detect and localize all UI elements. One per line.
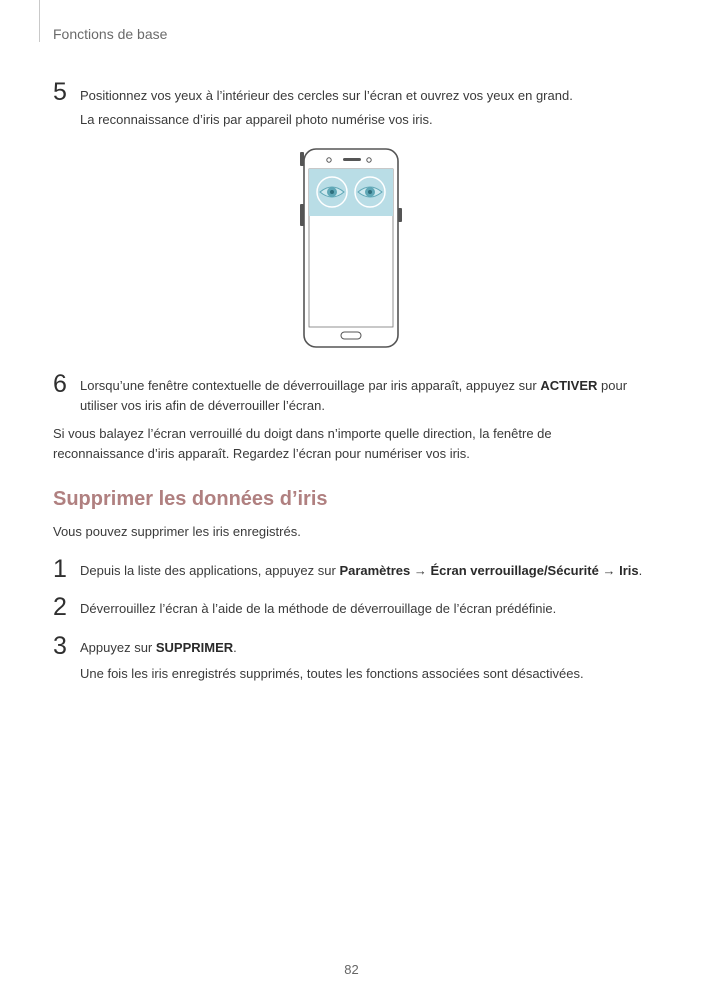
delete-step-3-number: 3 <box>53 632 67 660</box>
right-pupil-icon <box>368 190 372 194</box>
delete-step-1-text-before: Depuis la liste des applications, appuyez sur <box>80 563 340 578</box>
arrow-1: → <box>410 563 431 578</box>
ecran-verrouillage-label: Écran verrouillage/Sécurité <box>430 563 599 578</box>
delete-step-1-text <box>80 561 660 581</box>
delete-step-2-number: 2 <box>53 593 67 621</box>
step-6-activer-label: ACTIVER <box>540 378 598 393</box>
supprimer-label: SUPPRIMER <box>155 640 234 655</box>
delete-step-3-text <box>80 638 660 658</box>
step-5-number: 5 <box>53 78 67 106</box>
delete-step-2-text: Déverrouillez l’écran à l’aide de la méthode de déverrouillage de l’écran prédéfinie. <box>80 601 557 616</box>
delete-step-3-text-after: . <box>233 640 237 655</box>
parametres-label: Paramètres <box>339 563 411 578</box>
iris-label: Iris <box>619 563 639 578</box>
phone-speaker <box>343 158 361 161</box>
delete-step-1-number: 1 <box>53 555 67 583</box>
step-6-number: 6 <box>53 370 67 398</box>
margin-rule <box>39 0 40 42</box>
swipe-paragraph: Si vous balayez l’écran verrouillé du doigt dans n’importe quelle direction, la fenêtre de reconnaissance d’iris apparaît. Regardez l’écran pour numériser vos iris. <box>53 426 552 461</box>
left-pupil-icon <box>330 190 334 194</box>
delete-step-1-text-after: . <box>638 563 643 578</box>
phone-illustration <box>299 148 403 348</box>
delete-step-3-text-before: Appuyez sur <box>80 640 156 655</box>
section-header: Fonctions de base <box>53 26 168 42</box>
delete-step-3-note: Une fois les iris enregistrés supprimés, toutes les fonctions associées sont désactivées. <box>80 666 584 681</box>
step-6-text <box>80 376 650 416</box>
step-6-text-before: Lorsqu’une fenêtre contextuelle de déverrouillage par iris apparaît, appuyez sur <box>80 378 541 393</box>
step-5-text: Positionnez vos yeux à l’intérieur des cercles sur l’écran et ouvrez vos yeux en grand. <box>80 88 573 103</box>
arrow-2: → <box>598 563 620 578</box>
page-number: 82 <box>344 962 359 977</box>
step-6-text-after: pour utiliser vos iris afin de déverrouiller l’écran. <box>80 378 628 413</box>
step-5-note: La reconnaissance d’iris par appareil photo numérise vos iris. <box>80 112 433 127</box>
section-title: Supprimer les données d’iris <box>53 488 328 510</box>
section-intro: Vous pouvez supprimer les iris enregistrés. <box>53 524 301 539</box>
